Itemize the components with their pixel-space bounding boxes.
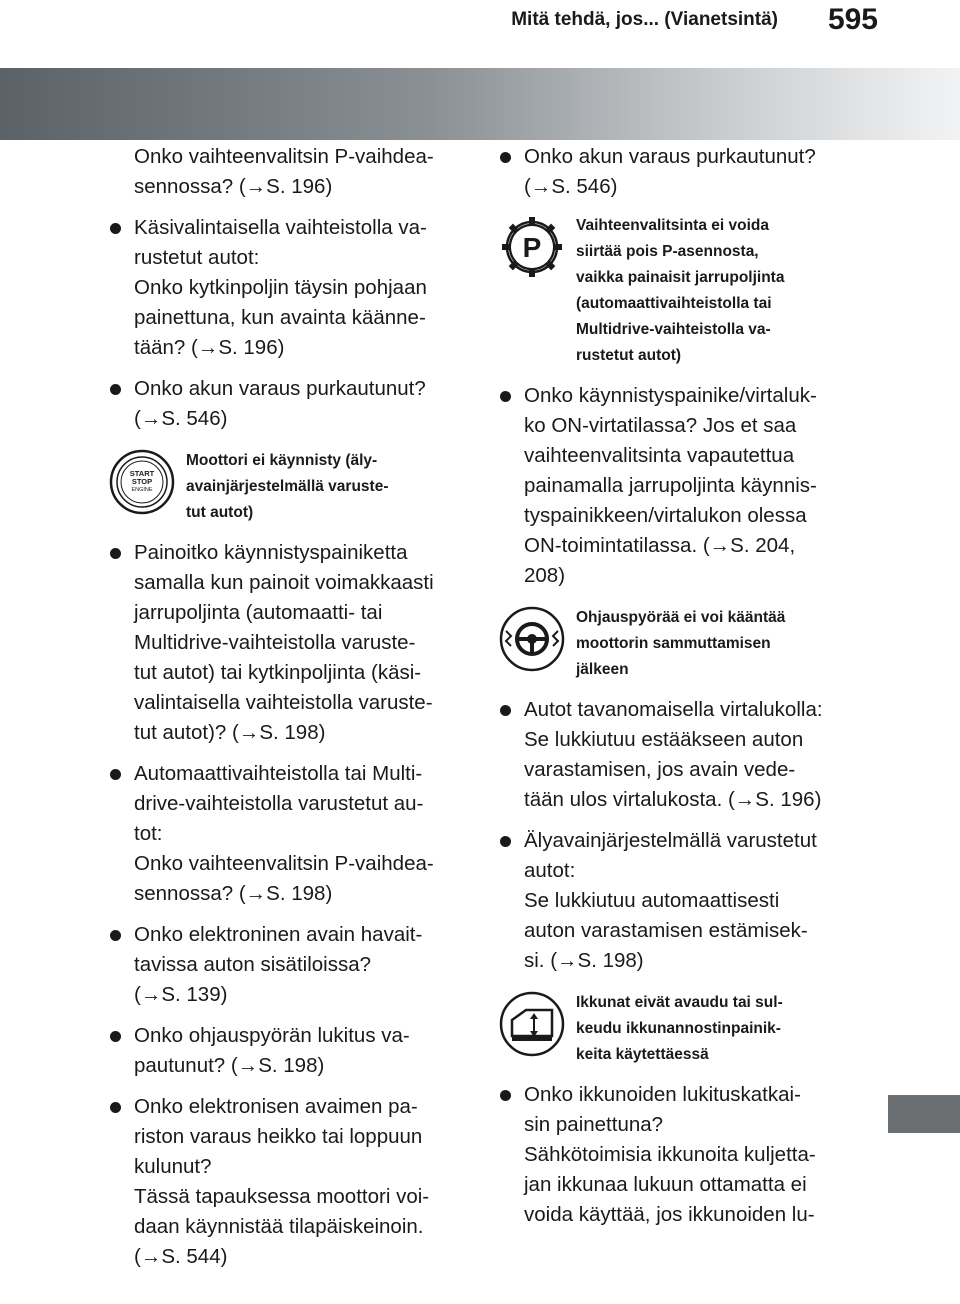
bullet-item — [108, 374, 464, 434]
text-line: (→S. 139) — [134, 983, 228, 1006]
issue-title — [576, 213, 784, 369]
bullet-icon — [500, 1090, 511, 1101]
text-line: Multidrive-vaihteistolla va- — [576, 321, 771, 338]
text-line: (→S. 546) — [134, 407, 228, 430]
text-line: valintaisella vaihteistolla varuste- — [134, 691, 433, 714]
issue-title — [576, 990, 783, 1068]
svg-text:STOP: STOP — [131, 477, 153, 486]
text-line: jarrupoljinta (automaatti- tai — [134, 601, 383, 624]
text-line: sennossa? (→S. 196) — [134, 175, 333, 198]
bullet-item — [498, 381, 848, 591]
text-line: kulunut? — [134, 1155, 212, 1178]
text-line: Onko akun varaus purkautunut? — [524, 145, 816, 168]
bullet-icon — [500, 152, 511, 163]
bullet-icon — [110, 1102, 121, 1113]
text-line: Automaattivaihteistolla tai Multi- — [134, 762, 423, 785]
chapter-tab — [888, 1095, 960, 1133]
bullet-icon — [500, 391, 511, 402]
text-line: Onko vaihteenvalitsin P-vaihdea- — [134, 145, 434, 168]
text-line: Moottori ei käynnisty (äly- — [186, 452, 378, 469]
text-line: Painoitko käynnistyspainiketta — [134, 541, 408, 564]
text-line: Ohjauspyörää ei voi kääntää — [576, 609, 786, 626]
bullet-icon — [110, 769, 121, 780]
text-line: (→S. 546) — [524, 175, 618, 198]
text-line: daan käynnistää tilapäiskeinoin. — [134, 1215, 424, 1238]
text-line: jan ikkunaa lukuun ottamatta ei — [524, 1173, 807, 1196]
bullet-icon — [500, 836, 511, 847]
bullet-icon — [110, 223, 121, 234]
bullet-icon — [110, 1031, 121, 1042]
text-line: (automaattivaihteistolla tai — [576, 295, 772, 312]
text-line: tään ulos virtalukosta. (→S. 196) — [524, 788, 822, 811]
bullet-item — [108, 538, 464, 748]
text-line: Onko akun varaus purkautunut? — [134, 377, 426, 400]
text-line: moottorin sammuttamisen — [576, 635, 771, 652]
text-line: tot: — [134, 822, 163, 845]
text-line: keita käytettäessä — [576, 1046, 709, 1063]
text-line: samalla kun painoit voimakkaasti — [134, 571, 434, 594]
text-line: tut autot) — [186, 504, 254, 521]
bullet-item — [498, 695, 848, 815]
start-stop-button-icon — [108, 448, 176, 516]
text-line: Onko vaihteenvalitsin P-vaihdea- — [134, 852, 434, 875]
text-line: voida käyttää, jos ikkunoiden lu- — [524, 1203, 815, 1226]
text-line: Se lukkiutuu automaattisesti — [524, 889, 780, 912]
text-line: siirtää pois P-asennosta, — [576, 243, 759, 260]
text-line: Älyavainjärjestelmällä varustetut — [524, 829, 817, 852]
bullet-item — [108, 920, 464, 1010]
bullet-icon — [110, 384, 121, 395]
text-line: Onko elektroninen avain havait- — [134, 923, 423, 946]
text-line: (→S. 544) — [134, 1245, 228, 1268]
text-line: tut autot) tai kytkinpoljinta (käsi- — [134, 661, 422, 684]
text-line: keudu ikkunannostinpainik- — [576, 1020, 781, 1037]
section-banner — [0, 68, 960, 140]
text-line: si. (→S. 198) — [524, 949, 644, 972]
text-line: rustetut autot) — [576, 347, 682, 364]
text-line: Onko ohjauspyörän lukitus va- — [134, 1024, 410, 1047]
page-header — [0, 0, 960, 42]
text-line: Käsivalintaisella vaihteistolla va- — [134, 216, 427, 239]
text-line: tut autot)? (→S. 198) — [134, 721, 326, 744]
bullet-icon — [500, 705, 511, 716]
text-line: sennossa? (→S. 198) — [134, 882, 333, 905]
text-line: Onko käynnistyspainike/virtaluk- — [524, 384, 817, 407]
issue-heading — [108, 448, 464, 526]
bullet-icon — [110, 548, 121, 559]
text-line: varastamisen, jos avain vede- — [524, 758, 796, 781]
text-line: Tässä tapauksessa moottori voi- — [134, 1185, 430, 1208]
bullet-item — [498, 1080, 848, 1230]
left-column — [108, 142, 464, 1283]
bullet-item — [108, 1092, 464, 1272]
bullet-item — [108, 213, 464, 363]
text-line: vaikka painaisit jarrupoljinta — [576, 269, 785, 286]
text-line: 208) — [524, 564, 566, 587]
text-line: vaihteenvalitsinta vapautettua — [524, 444, 795, 467]
text-line: Autot tavanomaisella virtalukolla: — [524, 698, 823, 721]
text-line: Se lukkiutuu estääkseen auton — [524, 728, 804, 751]
issue-title — [186, 448, 388, 526]
text-line: tään? (→S. 196) — [134, 336, 285, 359]
text-line: Onko ikkunoiden lukituskatkai- — [524, 1083, 801, 1106]
text-line: Onko elektronisen avaimen pa- — [134, 1095, 418, 1118]
issue-heading — [498, 990, 848, 1068]
text-line: tavissa auton sisätiloissa? — [134, 953, 372, 976]
text-line: Ikkunat eivät avaudu tai sul- — [576, 994, 783, 1011]
text-line: Sähkötoimisia ikkunoita kuljetta- — [524, 1143, 816, 1166]
bullet-item — [108, 1021, 464, 1081]
text-line: auton varastamisen estämisek- — [524, 919, 808, 942]
steering-wheel-icon — [498, 605, 566, 673]
paragraph — [108, 142, 464, 202]
bullet-item — [498, 826, 848, 976]
text-line: painamalla jarrupoljinta käynnis- — [524, 474, 817, 497]
text-line: avainjärjestelmällä varuste- — [186, 478, 389, 495]
text-line: ko ON-virtatilassa? Jos et saa — [524, 414, 797, 437]
text-line: pautunut? (→S. 198) — [134, 1054, 325, 1077]
svg-text:P: P — [522, 232, 542, 263]
text-line: tyspainikkeen/virtalukon olessa — [524, 504, 807, 527]
svg-text:START: START — [129, 469, 155, 478]
text-line: Vaihteenvalitsinta ei voida — [576, 217, 769, 234]
right-column — [498, 142, 848, 1241]
text-line: autot: — [524, 859, 576, 882]
text-line: rustetut autot: — [134, 246, 260, 269]
text-line: painettuna, kun avainta käänne- — [134, 306, 426, 329]
svg-text:ENGINE: ENGINE — [131, 487, 153, 493]
text-line: Onko kytkinpoljin täysin pohjaan — [134, 276, 427, 299]
page-number: 595 — [827, 3, 878, 36]
issue-heading — [498, 605, 848, 683]
text-line: drive-vaihteistolla varustetut au- — [134, 792, 424, 815]
bullet-icon — [110, 930, 121, 941]
power-window-icon — [498, 990, 566, 1058]
text-line: ON-toimintatilassa. (→S. 204, — [524, 534, 796, 557]
bullet-item — [108, 759, 464, 909]
issue-heading — [498, 213, 848, 369]
text-line: riston varaus heikko tai loppuun — [134, 1125, 423, 1148]
chapter-title: Mitä tehdä, jos... (Vianetsintä) — [511, 9, 778, 30]
issue-title — [576, 605, 785, 683]
park-gear-icon — [498, 213, 566, 281]
text-line: sin painettuna? — [524, 1113, 664, 1136]
bullet-item — [498, 142, 848, 202]
text-line: Multidrive-vaihteistolla varuste- — [134, 631, 416, 654]
text-line: jälkeen — [576, 661, 629, 678]
